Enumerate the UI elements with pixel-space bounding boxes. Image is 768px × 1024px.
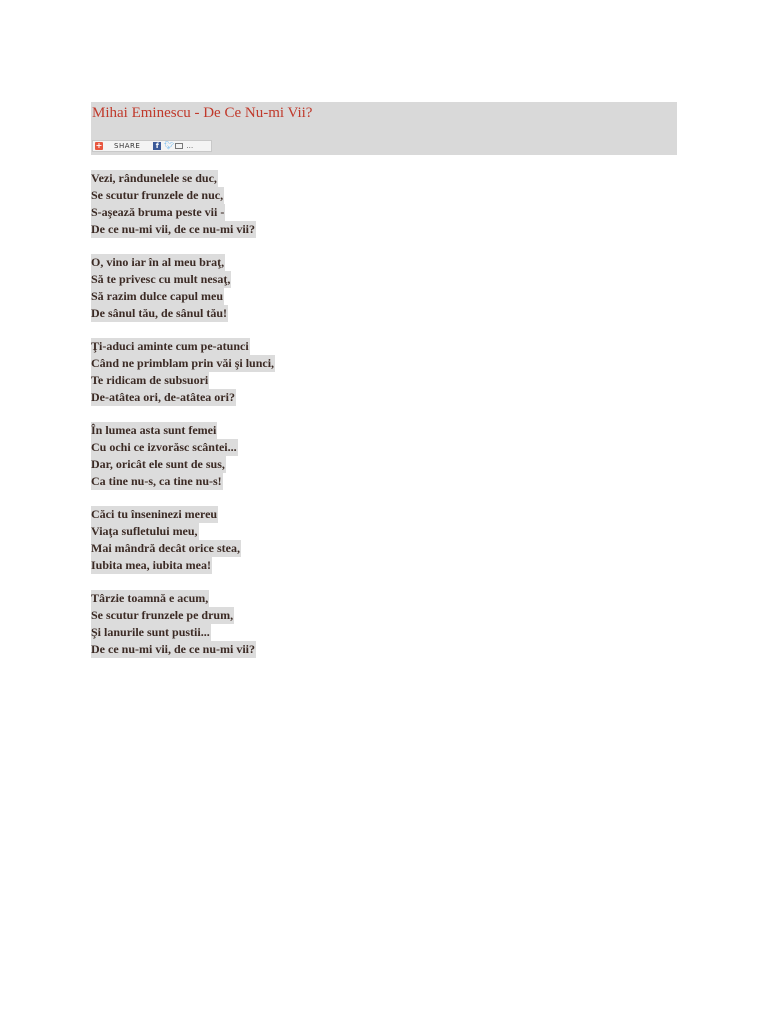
poem-line: Să razim dulce capul meu	[91, 289, 223, 303]
poem-line: Vezi, rândunelele se duc,	[91, 171, 217, 185]
poem-line: Se scutur frunzele de nuc,	[91, 188, 224, 202]
poem-line: De ce nu-mi vii, de ce nu-mi vii?	[91, 642, 255, 656]
stanza-2	[91, 254, 275, 322]
page-title: Mihai Eminescu - De Ce Nu-mi Vii?	[92, 105, 313, 121]
poem-line: De sânul tău, de sânul tău!	[91, 306, 228, 320]
poem-line: Iubita mea, iubita mea!	[91, 558, 211, 572]
poem-line: Să te privesc cu mult nesaţ,	[91, 272, 231, 286]
poem-line: Şi lanurile sunt pustii...	[91, 625, 210, 639]
stanza-5	[91, 506, 275, 574]
poem-line: Căci tu înseninezi mereu	[91, 507, 218, 521]
twitter-icon[interactable]: 🐦︎	[164, 141, 175, 150]
stanza-6	[91, 590, 275, 658]
share-label: SHARE	[114, 142, 141, 150]
more-icon[interactable]: …	[186, 142, 194, 150]
share-button[interactable]	[92, 140, 212, 152]
poem-line: Ca tine nu-s, ca tine nu-s!	[91, 474, 222, 488]
addthis-plus-icon: +	[95, 141, 103, 150]
poem-line: Mai mândră decât orice stea,	[91, 541, 240, 555]
email-icon[interactable]	[175, 143, 183, 149]
poem	[91, 170, 275, 674]
stanza-1	[91, 170, 275, 238]
poem-line: Cu ochi ce izvorăsc scântei...	[91, 440, 237, 454]
poem-line: Viaţa sufletului meu,	[91, 524, 198, 538]
poem-line: Târzie toamnă e acum,	[91, 591, 209, 605]
header-box	[91, 102, 677, 155]
poem-line: Te ridicam de subsuori	[91, 373, 209, 387]
poem-line: Când ne primblam prin văi şi lunci,	[91, 356, 275, 370]
poem-line: Dar, oricât ele sunt de sus,	[91, 457, 225, 471]
stanza-3	[91, 338, 275, 406]
poem-line: De ce nu-mi vii, de ce nu-mi vii?	[91, 222, 255, 236]
poem-line: Ţi-aduci aminte cum pe-atunci	[91, 339, 249, 353]
poem-line: În lumea asta sunt femei	[91, 423, 217, 437]
facebook-icon[interactable]: f	[153, 142, 161, 150]
poem-line: De-atâtea ori, de-atâtea ori?	[91, 390, 235, 404]
poem-line: S-aşează bruma peste vii -	[91, 205, 225, 219]
poem-line: Se scutur frunzele pe drum,	[91, 608, 234, 622]
poem-line: O, vino iar în al meu braţ,	[91, 255, 225, 269]
stanza-4	[91, 422, 275, 490]
